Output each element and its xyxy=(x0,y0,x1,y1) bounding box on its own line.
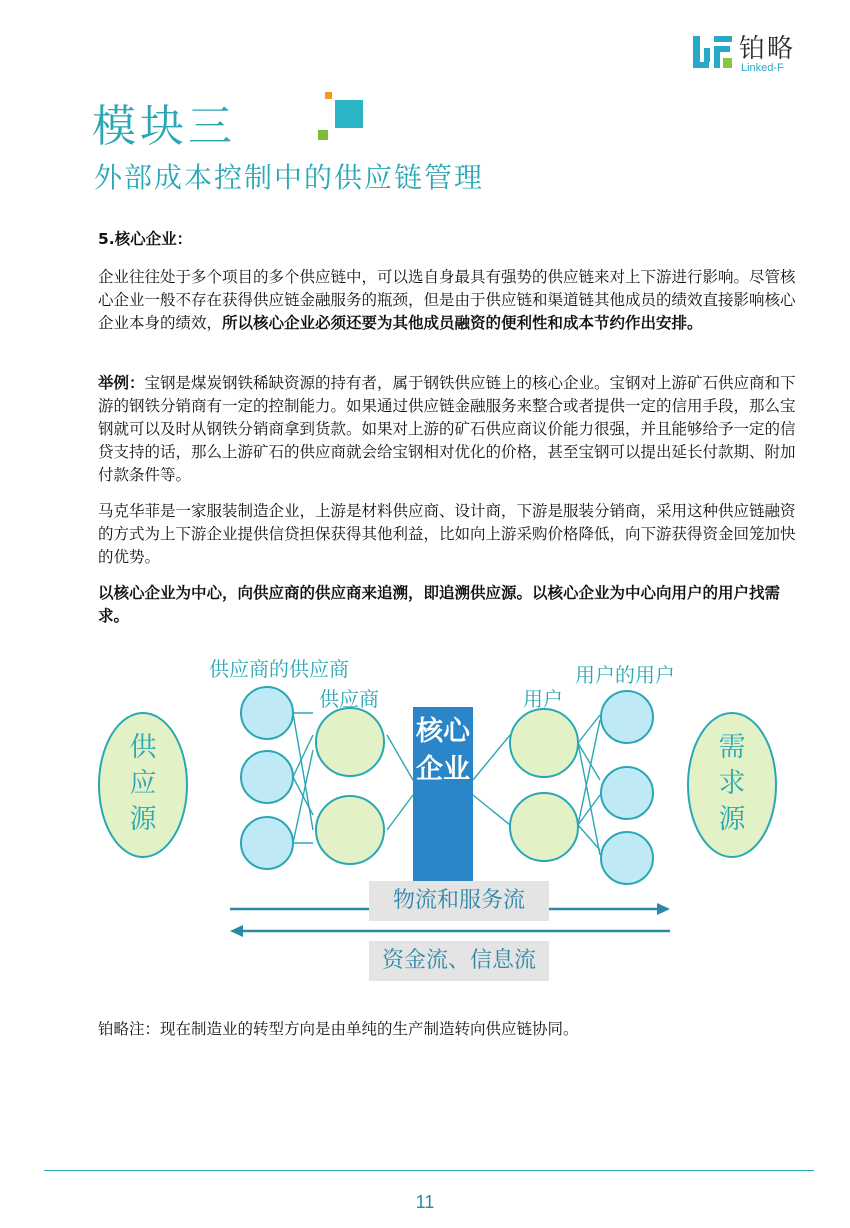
demand-source-label: 需求源 xyxy=(718,732,746,835)
user-node xyxy=(510,793,578,861)
supply-chain-diagram xyxy=(95,655,795,995)
deco-square-green xyxy=(318,130,328,140)
supply-source-label: 供应源 xyxy=(129,732,157,835)
supplier-of-supplier-node xyxy=(241,751,293,803)
deco-square-teal xyxy=(335,100,363,128)
flow-forward-label: 物流和服务流 xyxy=(369,881,549,921)
forward-arrow-head-icon xyxy=(657,903,670,915)
user-of-user-node xyxy=(601,691,653,743)
example-text: 宝钢是煤炭钢铁稀缺资源的持有者，属于钢铁供应链上的核心企业。宝钢对上游矿石供应商和下游的钢铁分销商有一定的控制能力。如果通过供应链金融服务来整合或者提供一定的信用手段，那么宝钢就可以及时从钢铁分销商拿到货款。如果对上游的矿石供应商议价能力很强，并且能够给予一定的信贷支持的话，那么上游矿石的供应商就会给宝钢相对优化的价格，甚至宝钢可以提出延长付款期、附加付款条件等。 xyxy=(98,374,796,484)
supplier-node xyxy=(316,708,384,776)
user-of-user-label: 用户的用户 xyxy=(575,663,675,687)
paragraph-example xyxy=(98,372,798,487)
paragraph-1-emphasis: 所以核心企业必须还要为其他成员融资的便利性和成本节约作出安排。 xyxy=(222,314,703,332)
user-label: 用户 xyxy=(523,687,563,711)
paragraph-mark-fairwhale: 马克华菲是一家服装制造企业，上游是材料供应商、设计商，下游是服装分销商，采用这种供应链融资的方式为上下游企业提供信贷担保获得其他利益，比如向上游采购价格降低，向下游获得资金回笼加快的优势。 xyxy=(98,502,796,566)
logo-text-en: Linked-F xyxy=(741,62,784,74)
paragraph-core-enterprise xyxy=(98,266,798,335)
logo-mark-icon xyxy=(693,34,733,72)
user-node xyxy=(510,709,578,777)
logo-text-cn: 铂略 xyxy=(739,34,796,64)
brand-logo xyxy=(693,34,813,74)
supplier-label: 供应商 xyxy=(319,687,379,711)
deco-square-orange xyxy=(325,92,332,99)
paragraph-conclusion: 以核心企业为中心，向供应商的供应商来追溯，即追溯供应源。以核心企业为中心向用户的用户找需求。 xyxy=(98,584,781,625)
footnote: 铂略注：现在制造业的转型方向是由单纯的生产制造转向供应链协同。 xyxy=(98,1020,579,1038)
module-title: 模块三 xyxy=(92,101,236,152)
user-of-user-node xyxy=(601,767,653,819)
page-number: 11 xyxy=(415,1192,435,1212)
supplier-of-supplier-label: 供应商的供应商 xyxy=(209,657,349,681)
footer-divider xyxy=(44,1170,814,1171)
supplier-of-supplier-node xyxy=(241,817,293,869)
core-enterprise-label: 核心企业 xyxy=(416,716,470,785)
supplier-node xyxy=(316,796,384,864)
paragraph-1-text: 企业往往处于多个项目的多个供应链中，可以选自身最具有强势的供应链来对上下游进行影响。尽管核心企业一般不存在获得供应链金融服务的瓶颈，但是由于供应链和渠道链其他成员的绩效直接影响核心企业本身的绩效， xyxy=(98,268,796,332)
example-label: 举例： xyxy=(98,374,145,392)
supplier-of-supplier-node xyxy=(241,687,293,739)
flow-backward-label: 资金流、信息流 xyxy=(369,941,549,981)
backward-arrow-head-icon xyxy=(230,925,243,937)
user-of-user-node xyxy=(601,832,653,884)
section-title: 5.核心企业： xyxy=(98,230,193,248)
module-subtitle: 外部成本控制中的供应链管理 xyxy=(94,161,485,194)
